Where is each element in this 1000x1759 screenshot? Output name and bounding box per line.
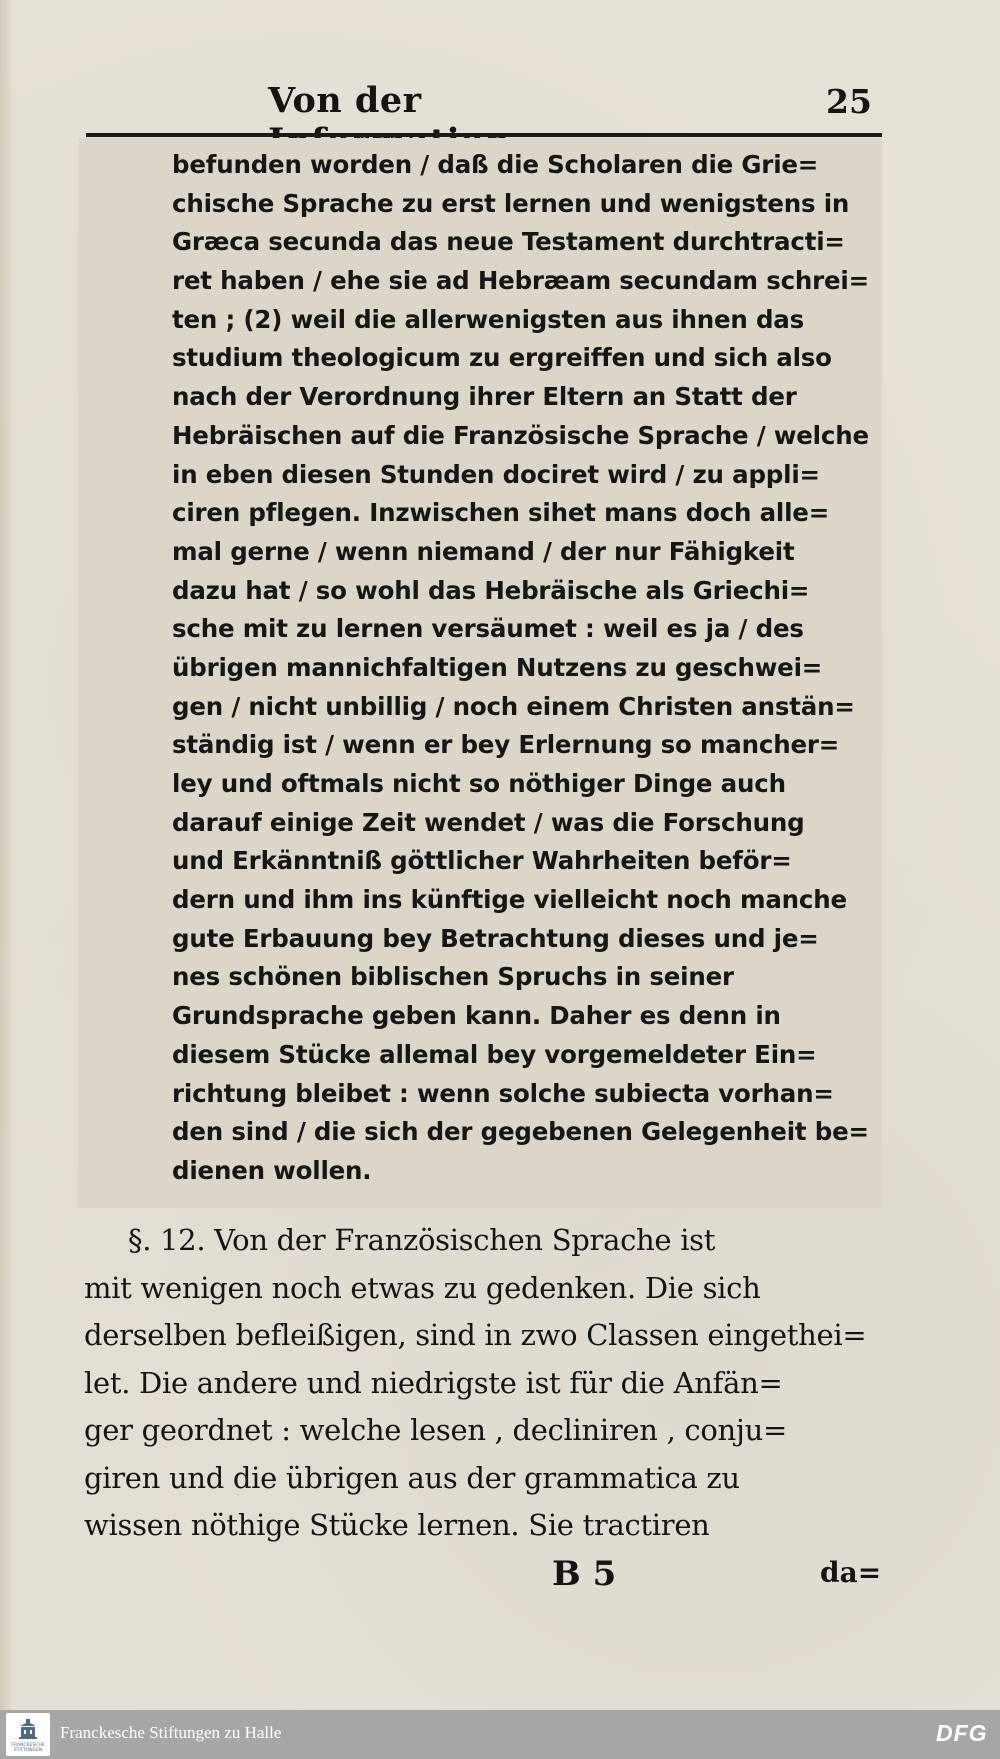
text-line: ständig ist / wenn er bey Erlernung so mancher= (172, 730, 840, 760)
text-line: Hebräischen auf die Französische Sprache / welche (172, 420, 869, 450)
text-line: den sind / die sich der gegebenen Gelegenheit be= (172, 1117, 869, 1147)
text-line: ciren pflegen. Inzwischen sihet mans doch alle= (172, 498, 830, 528)
text-line: ger geordnet : welche lesen , decliniren , conju= (84, 1413, 787, 1447)
text-line: diesem Stücke allemal bey vorgemeldeter Ein= (172, 1039, 817, 1069)
page-edge-shadow (0, 0, 14, 1710)
text-line: nach der Verordnung ihrer Eltern an Statt der (172, 382, 797, 412)
text-line: studium theologicum zu ergreiffen und sich also (172, 343, 832, 373)
institution-name: Franckesche Stiftungen zu Halle (60, 1723, 282, 1742)
text-line: in eben diesen Stunden dociret wird / zu appli= (172, 459, 820, 489)
text-line: dazu hat / so wohl das Hebräische als Griechi= (172, 575, 810, 605)
dfg-logo[interactable]: DFG (936, 1720, 988, 1746)
text-line: let. Die andere und niedrigste ist für die Anfän= (84, 1365, 783, 1400)
text-line: dienen wollen. (172, 1155, 372, 1185)
signature-mark: B 5 (552, 1554, 617, 1594)
text-line: giren und die übrigen aus der grammatica zu (84, 1460, 740, 1495)
header-rule (86, 133, 882, 137)
text-line: ret haben / ehe sie ad Hebræam secundam schrei= (172, 266, 869, 296)
section-12-paragraph (84, 1217, 882, 1550)
text-line: übrigen mannichfaltigen Nutzens zu geschwei= (172, 652, 823, 682)
section-heading-line: §. 12. Von der Französischen Sprache ist (128, 1223, 716, 1257)
quoted-paragraph (172, 146, 880, 1191)
text-line: dern und ihm ins künftige vielleicht noch manche (172, 885, 847, 915)
text-line: richtung bleibet : wenn solche subiecta vorhan= (172, 1078, 834, 1108)
text-line: Græca secunda das neue Testament durchtracti= (172, 227, 845, 257)
text-line: sche mit zu lernen versäumet : weil es ja / des (172, 614, 804, 644)
text-line: wissen nöthige Stücke lernen. Sie tractiren (84, 1508, 710, 1542)
building-icon (18, 1718, 38, 1740)
logo-caption: FRANCKESCHE STIFTUNGEN (11, 1743, 45, 1753)
text-line: chische Sprache zu erst lernen und wenigstens in (172, 188, 850, 218)
viewer-footer-bar (0, 1710, 1000, 1759)
text-line: befunden worden / daß die Scholaren die Grie= (172, 150, 819, 179)
text-line: gute Erbauung bey Betrachtung dieses und je= (172, 923, 819, 953)
running-title: Von der (268, 80, 422, 121)
text-line: gen / nicht unbillig / noch einem Christen anstän= (172, 691, 855, 721)
catchword: da= (820, 1556, 882, 1589)
text-line: derselben befleißigen, sind in zwo Classen eingethei= (84, 1318, 867, 1352)
text-line: Grundsprache geben kann. Daher es denn in (172, 1001, 781, 1031)
franckesche-stiftungen-logo[interactable] (6, 1713, 50, 1756)
text-line: nes schönen biblischen Spruchs in seiner (172, 962, 734, 992)
text-line: mit wenigen noch etwas zu gedenken. Die sich (84, 1270, 761, 1305)
page-number: 25 (826, 82, 872, 121)
text-line: und Erkänntniß göttlicher Wahrheiten beför= (172, 846, 792, 876)
text-line: mal gerne / wenn niemand / der nur Fähigkeit (172, 536, 795, 566)
text-line: darauf einige Zeit wendet / was die Forschung (172, 807, 805, 837)
text-line: ley und oftmals nicht so nöthiger Dinge auch (172, 769, 786, 798)
text-line: ten ; (2) weil die allerwenigsten aus ihnen das (172, 304, 805, 334)
